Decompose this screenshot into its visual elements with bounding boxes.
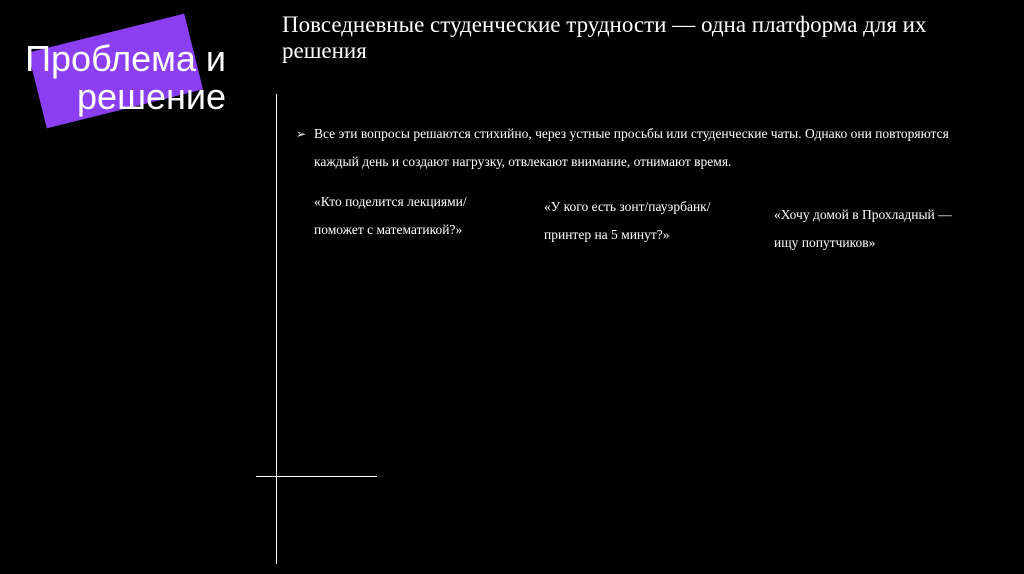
slide-headline: Повседневные студенческие трудности — одна платформа для их решения (282, 12, 927, 63)
horizontal-divider (256, 476, 377, 477)
section-title-line-2: решение (77, 76, 226, 117)
arrow-bullet-icon: ➢ (296, 127, 307, 141)
quote-ride: «Хочу домой в Прохладный — ищу попутчиков» (774, 207, 952, 250)
section-title (25, 40, 226, 116)
quote-lectures: «Кто поделится лекциями/поможет с математикой?» (314, 194, 467, 237)
bullet-text: Все эти вопросы решаются стихийно, через устные просьбы или студенческие чаты. Однако они повторяются каждый день и создают нагрузку, отвлекают внимание, отнимают время. (314, 126, 949, 169)
bullet-item (296, 120, 996, 176)
quote-items: «У кого есть зонт/пауэрбанк/принтер на 5 минут?» (544, 199, 711, 242)
vertical-divider (276, 94, 277, 564)
section-title-line-1: Проблема и (25, 38, 226, 79)
